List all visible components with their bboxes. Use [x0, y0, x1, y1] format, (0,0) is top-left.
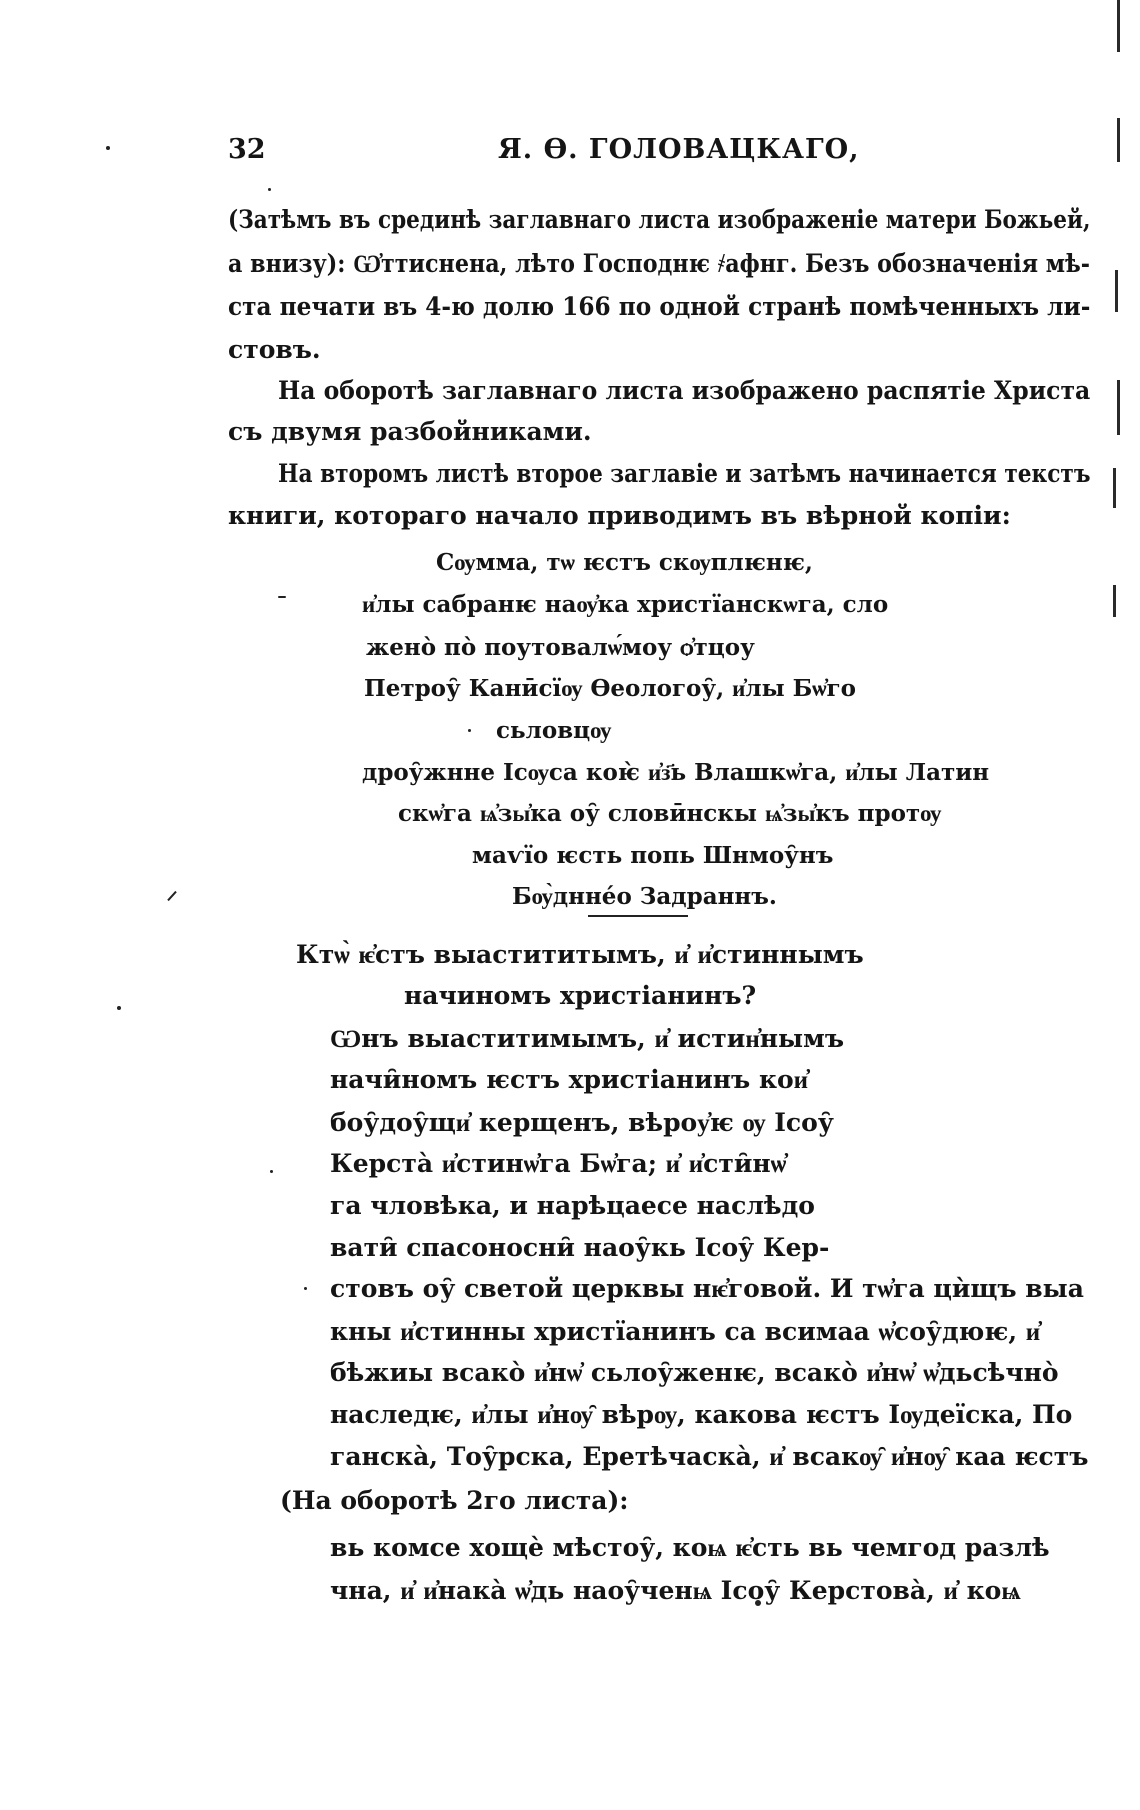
text-line: бѣжиы всако̀ и҆нѡ҆ сьлоу̑женѥ, всако̀ и҆нѡ҆ ѡ҆дьсѣчно̀	[330, 1358, 1059, 1387]
page-edge-line-lower	[1117, 380, 1120, 435]
title-line: маѵїо ѥсть попь Шнмоу̑нъ	[472, 842, 834, 869]
text-line: боу̑доу̑щи҆ керщенъ, вѣроу҆ѥ ѹ Ісоу̑	[330, 1108, 834, 1137]
text-line: га чловѣка, и нарѣцаесе наслѣдо	[330, 1191, 815, 1220]
text-line: а внизу): Ѡ҆ттиснена, лѣто Господнѥ ҂афнг. Безъ обозначенія мѣ-	[228, 249, 1090, 278]
title-line: скѡ҆га ѩ҆зы҆ка оу̑ словӣнскы ѩ҆зы҆къ протѹ	[398, 800, 942, 827]
text-line: стовъ.	[228, 335, 321, 364]
title-line: и҆лы сабранѥ наѹ҆ка христїанскѡга, сло	[362, 591, 889, 618]
text-line: На оборотѣ заглавнаго листа изображено распятіе Христа	[278, 376, 1091, 405]
text-line: Керста̀ и҆стинѡ҆га Бѡ҆га; и҆ и҆сти̑нѡ҆	[330, 1149, 787, 1178]
text-line: ста печати въ 4-ю долю 166 по одной странѣ помѣченныхъ ли-	[228, 292, 1091, 321]
text-line: ганска̀, Тоу̑рска, Еретѣчаска̀, и҆ всакѹ̑ и҆нѹ̑ каа ѥстъ	[330, 1442, 1089, 1471]
page-edge-line-base	[1113, 585, 1116, 617]
speck	[304, 1287, 307, 1290]
text-line: (Затѣмъ въ срединѣ заглавнаго листа изображеніе матери Божьей,	[228, 205, 1091, 234]
title-line: Бѹ̀днне́о Задраннъ.	[512, 883, 777, 910]
speck	[270, 1170, 273, 1173]
speck	[468, 729, 471, 732]
section-divider	[588, 915, 688, 917]
text-line: чна, и҆ и҆нака̀ ѡ҆дь наоу̑ченѩ Ісоу̑ Керстова̀, и҆ коѩ	[330, 1576, 1021, 1605]
text-line: вь комсе хощѐ мѣстоу̑, коѩ ѥ҆сть вь чемгод разлѣ	[330, 1533, 1050, 1562]
title-line: сьловцѹ	[496, 717, 612, 744]
text-line: стовъ оу̑ светой церквы нѥ҆говой. И тѡ҆га цѝщъ выа	[330, 1274, 1084, 1303]
text-line: вати̑ спасоносни̑ наоу̑кь Ісоу̑ Кер-	[330, 1233, 830, 1262]
text-line: Ѡнъ выаститимымъ, и҆ истин҆нымъ	[330, 1024, 845, 1053]
page-number: 32	[228, 134, 266, 165]
text-line: кны и҆стинны христїанинъ са всимаа ѡ҆соу̑дюѥ, и҆	[330, 1317, 1041, 1346]
text-line: книги, котораго начало приводимъ въ вѣрной копіи:	[228, 501, 1011, 530]
speck	[268, 188, 271, 191]
page-edge-line-middle	[1115, 270, 1118, 312]
page-edge-line-upper	[1117, 118, 1120, 162]
title-line: жено̀ по̀ поутовалѡ́моу ѻ҆тцоу	[366, 634, 755, 661]
text-line: начи̑номъ ѥстъ христіанинъ кои҆	[330, 1065, 809, 1094]
text-line: начиномъ христіанинъ?	[404, 981, 757, 1010]
title-line: дроу̑жнне Ісѹса коѥ̀ и҆з҃ь Влашкѡ҆га, и҆лы Латин	[362, 759, 990, 786]
running-head: Я. Ѳ. ГОЛОВАЦКАГО,	[498, 134, 860, 165]
title-line: Сѹмма, тѡ ѥстъ скѹплѥнѥ,	[436, 549, 813, 576]
page-edge-line-top	[1117, 0, 1120, 52]
page-edge-line-bottom	[1113, 468, 1116, 508]
text-line: съ двумя разбойниками.	[228, 417, 592, 446]
text-line: На второмъ листѣ второе заглавіе и затѣмъ начинается текстъ	[278, 459, 1091, 488]
text-line: наследѥ, и҆лы и҆нѹ̑ вѣрѹ, какова ѥстъ Іѹдеїска, По	[330, 1400, 1073, 1429]
sheet-note: (На оборотѣ 2го листа):	[280, 1486, 629, 1515]
text-line: Ктѡ̀ ѥ҆стъ выастититымъ, и҆ и҆стиннымъ	[296, 940, 864, 969]
speck	[117, 1006, 121, 1010]
speck	[278, 596, 286, 598]
pencil-mark	[167, 891, 177, 901]
title-line: Петроу̑ Канӣсїѹ Ѳеологоу̑, и҆лы Бѡ҆го	[364, 675, 856, 702]
speck	[106, 146, 110, 150]
